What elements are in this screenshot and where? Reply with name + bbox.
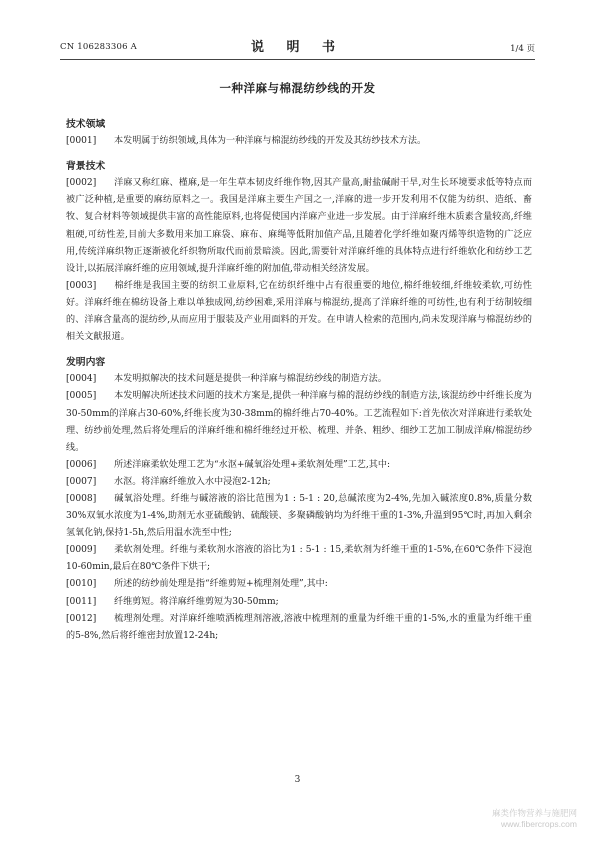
paragraph [66, 388, 532, 456]
section-heading: 技术领域 [66, 119, 106, 130]
page-info: 1/4 页 [510, 44, 535, 54]
paragraph [66, 611, 532, 645]
section-background [66, 158, 532, 346]
paragraph [66, 175, 532, 278]
paragraph-text: 所述洋麻柔软处理工艺为“水沤+碱氧浴处理+柔软剂处理”工艺,其中: [114, 459, 391, 470]
paragraph-text: 柔软剂处理。纤维与柔软剂水溶液的浴比为1 : 5-1 : 15,柔软剂为纤维干重的1-5%,在60℃条件下浸泡10-60min,最后在80℃条件下烘干; [66, 545, 532, 573]
paragraph-number: [0011] [66, 596, 97, 607]
paragraph-number: [0004] [66, 374, 97, 385]
paragraph-number: [0008] [66, 493, 97, 504]
page-number: 3 [294, 775, 301, 785]
paragraph [66, 474, 532, 491]
patent-number: CN 106283306 A [60, 42, 137, 52]
paragraph [66, 491, 532, 542]
paragraph-text: 棉纤维是我国主要的纺织工业原料,它在纺织纤维中占有很重要的地位,棉纤维较细,纤维较柔软,可纺性好。洋麻纤维在棉纺设备上难以单独成网,纺纱困难,采用洋麻与棉混纺,提高了洋麻纤维的可纺性,也有利于纺制较细的、洋麻含量高的混纺纱,从而应用于服装及产业用面料的开发。在申请人检索的范围内,尚未发现洋麻与棉混纺纱的相关文献报道。 [66, 280, 532, 343]
paragraph-number: [0002] [66, 178, 97, 189]
paragraph-text: 本发明解决所述技术问题的技术方案是,提供一种洋麻与棉的混纺纱线的制造方法,该混纺纱中纤维长度为30-50mm的洋麻占30-60%,纤维长度为30-38mm的棉纤维占70-40%。工艺流程如下:首先依次对洋麻进行柔软处理、纺纱前处理,然后将处理后的洋麻纤维和棉纤维经过开松、梳理、并条、粗纱、细纱工艺加工制成洋麻/棉混纺纱线。 [66, 391, 532, 453]
paragraph-number: [0009] [66, 545, 97, 556]
section-heading: 背景技术 [66, 161, 106, 173]
section-technical-field [66, 116, 532, 150]
paragraph-number: [0007] [66, 476, 97, 487]
paragraph-text: 洋麻又称红麻、槿麻,是一年生草本韧皮纤维作物,因其产量高,耐盐碱耐干旱,对生长环境要求低等特点而被广泛种植,是重要的麻纺原料之一。我国是洋麻主要生产国之一,洋麻的进一步开发利用不仅能为纺织、造纸、畜牧、复合材料等领域提供丰富的高性能原料,也将促使国内洋麻产业进一步发展。由于洋麻纤维木质素含量较高,纤维粗硬,可纺性差,目前大多数用来加工麻袋、麻布、麻绳等低附加值产品,且随着化学纤维如聚丙烯等织造物的广泛应用,传统洋麻织物正逐渐被化纤织物所取代而前景暗淡。因此,需要针对洋麻纤维的具体特点进行纤维软化和纺纱工艺设计,以拓展洋麻纤维的应用领域,提升洋麻纤维的附加值,带动相关经济发展。 [66, 178, 532, 274]
watermark-site-name: 麻类作物营养与施肥网 [491, 808, 577, 818]
paragraph-text: 碱氧浴处理。纤维与碱溶液的浴比范围为1 : 5-1 : 20,总碱浓度为2-4%,先加入碱浓度0.8%,质量分数30%双氧水浓度为1-4%,助剂无水亚硫酸钠、硫酸镁、多聚磷酸钠均为纤维干重的1-3%,升温到95℃时,再加入剩余氢氧化钠,保持1-5h,然后用温水洗至中性; [66, 493, 532, 539]
document-type: 说 明 书 [250, 40, 345, 55]
paragraph-number: [0001] [66, 136, 97, 147]
watermark [492, 808, 577, 830]
paragraph [66, 576, 532, 593]
paragraph-number: [0010] [66, 579, 97, 590]
paragraph [66, 133, 532, 150]
paragraph-number: [0006] [66, 459, 97, 470]
paragraph [66, 278, 532, 346]
paragraph-number: [0003] [66, 280, 97, 291]
paragraph [66, 457, 532, 474]
section-summary [66, 354, 532, 645]
paragraph-text: 本发明属于纺织领域,具体为一种洋麻与棉混纺纱线的开发及其纺纱技术方法。 [114, 136, 427, 147]
page-header [60, 36, 535, 58]
paragraph-text: 所述的纺纱前处理是指“纤维剪短+梳理剂处理”,其中: [114, 579, 328, 590]
paragraph-text: 本发明拟解决的技术问题是提供一种洋麻与棉混纺纱线的制造方法。 [114, 374, 387, 385]
section-heading: 发明内容 [66, 357, 106, 369]
paragraph-number: [0012] [66, 613, 97, 624]
document-title: 一种洋麻与棉混纺纱线的开发 [219, 81, 376, 95]
paragraph [66, 542, 532, 576]
paragraph-text: 水沤。将洋麻纤维放入水中浸泡2-12h; [114, 476, 271, 487]
watermark-url: www.fibercrops.com [500, 819, 577, 829]
paragraph-text: 纤维剪短。将洋麻纤维剪短为30-50mm; [114, 596, 279, 607]
paragraph-number: [0005] [66, 391, 97, 402]
paragraph [66, 594, 532, 611]
header-rule [60, 59, 535, 60]
paragraph [66, 371, 532, 388]
paragraph-text: 梳理剂处理。对洋麻纤维喷洒梳理剂溶液,溶液中梳理剂的重量为纤维干重的1-5%,水的重量为纤维干重的5-8%,然后将纤维密封放置12-24h; [66, 613, 532, 641]
document-body [66, 116, 532, 645]
